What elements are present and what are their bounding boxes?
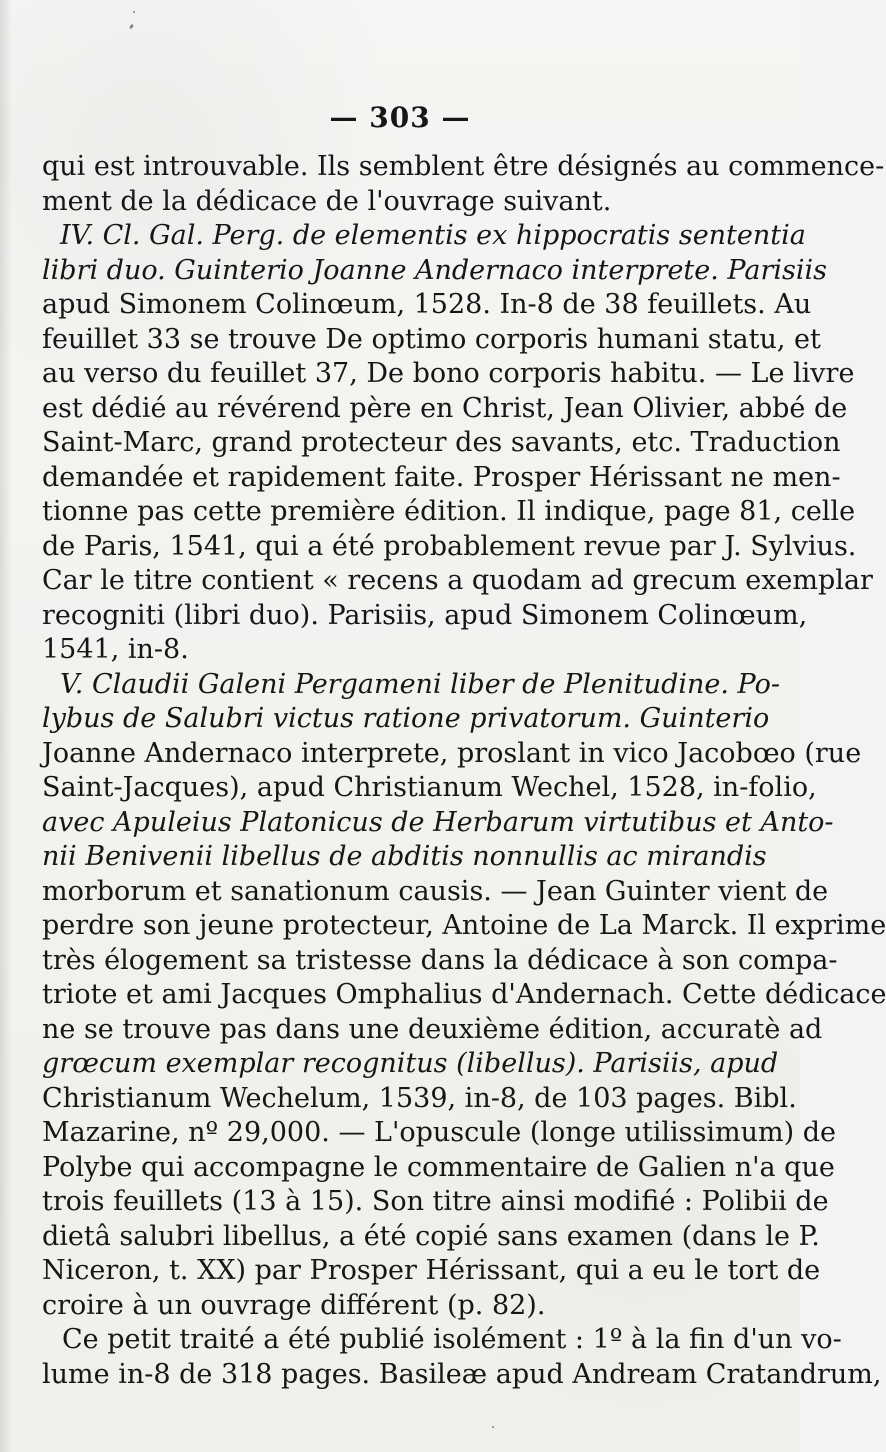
text-line: apud Simonem Colinœum, 1528. In-8 de 38 feuillets. Au xyxy=(42,289,812,320)
text-line: libri duo. Guinterio Joanne Andernaco interprete. Parisiis xyxy=(42,254,828,286)
text-line: IV. Cl. Gal. Perg. de elementis ex hippocratis sententia xyxy=(60,220,806,251)
page-edge-shadow xyxy=(0,0,12,1452)
ink-speck xyxy=(492,1426,494,1428)
text-line: est dédié au révérend père en Christ, Jean Olivier, abbé de xyxy=(42,392,848,424)
text-line: ne se trouve pas dans une deuxième édition, accuratè ad xyxy=(42,1013,823,1045)
text-line: de Paris, 1541, qui a été probablement revue par J. Sylvius. xyxy=(42,530,857,562)
text-line: Polybe qui accompagne le commentaire de Galien n'a que xyxy=(42,1151,835,1183)
text-line: Car le titre contient « recens a quodam ad grecum exemplar xyxy=(42,565,873,596)
text-line: nii Benivenii libellus de abditis nonnullis ac mirandis xyxy=(42,841,767,872)
body-text xyxy=(42,150,886,1392)
text-line: 1541, in-8. xyxy=(42,634,189,665)
text-line: Saint-Marc, grand protecteur des savants, etc. Traduction xyxy=(42,427,841,458)
text-line: Ce petit traité a été publié isolément : 1º à la fin d'un vo- xyxy=(62,1324,842,1355)
text-line: V. Claudii Galeni Pergameni liber de Plenitudine. Po- xyxy=(60,668,780,700)
text-line: perdre son jeune protecteur, Antoine de La Marck. Il exprime xyxy=(42,910,886,941)
text-line: croire à un ouvrage différent (p. 82). xyxy=(42,1289,546,1321)
text-line: triote et ami Jacques Omphalius d'Andernach. Cette dédicace xyxy=(42,979,886,1010)
text-line: Christianum Wechelum, 1539, in-8, de 103 pages. Bibl. xyxy=(42,1082,797,1114)
text-line: demandée et rapidement faite. Prosper Hérissant ne men- xyxy=(42,461,841,493)
text-line: morborum et sanationum causis. — Jean Guinter vient de xyxy=(42,875,829,907)
text-line: très élogement sa tristesse dans la dédicace à son compa- xyxy=(42,944,838,976)
text-line: lume in-8 de 318 pages. Basileæ apud Andream Cratandrum, xyxy=(42,1358,882,1390)
text-line: dietâ salubri libellus, a été copié sans examen (dans le P. xyxy=(42,1220,820,1252)
text-line: avec Apuleius Platonicus de Herbarum virtutibus et Anto- xyxy=(42,806,834,838)
text-line: grœcum exemplar recognitus (libellus). Parisiis, apud xyxy=(42,1048,779,1079)
text-line: Saint-Jacques), apud Christianum Wechel, 1528, in-folio, xyxy=(42,772,817,803)
text-line: lybus de Salubri victus ratione privatorum. Guinterio xyxy=(42,703,770,734)
text-line: Mazarine, nº 29,000. — L'opuscule (longe utilissimum) de xyxy=(42,1117,836,1148)
text-line: Joanne Andernaco interprete, proslant in vico Jacobœo (rue xyxy=(42,737,862,769)
text-line: qui est introuvable. Ils semblent être désignés au commence- xyxy=(42,151,885,182)
ink-speck xyxy=(133,11,135,13)
text-line: recogniti (libri duo). Parisiis, apud Simonem Colinœum, xyxy=(42,599,808,631)
text-line: trois feuillets (13 à 15). Son titre ainsi modifié : Polibii de xyxy=(42,1186,829,1217)
ink-speck xyxy=(129,24,134,30)
text-line: tionne pas cette première édition. Il indique, page 81, celle xyxy=(42,496,856,527)
text-line: au verso du feuillet 37, De bono corporis habitu. — Le livre xyxy=(42,358,855,389)
text-line: ment de la dédicace de l'ouvrage suivant. xyxy=(42,185,612,217)
page-number: — 303 — xyxy=(329,101,471,134)
text-line: Niceron, t. XX) par Prosper Hérissant, qui a eu le tort de xyxy=(42,1255,821,1286)
text-line: feuillet 33 se trouve De optimo corporis humani statu, et xyxy=(42,323,821,355)
